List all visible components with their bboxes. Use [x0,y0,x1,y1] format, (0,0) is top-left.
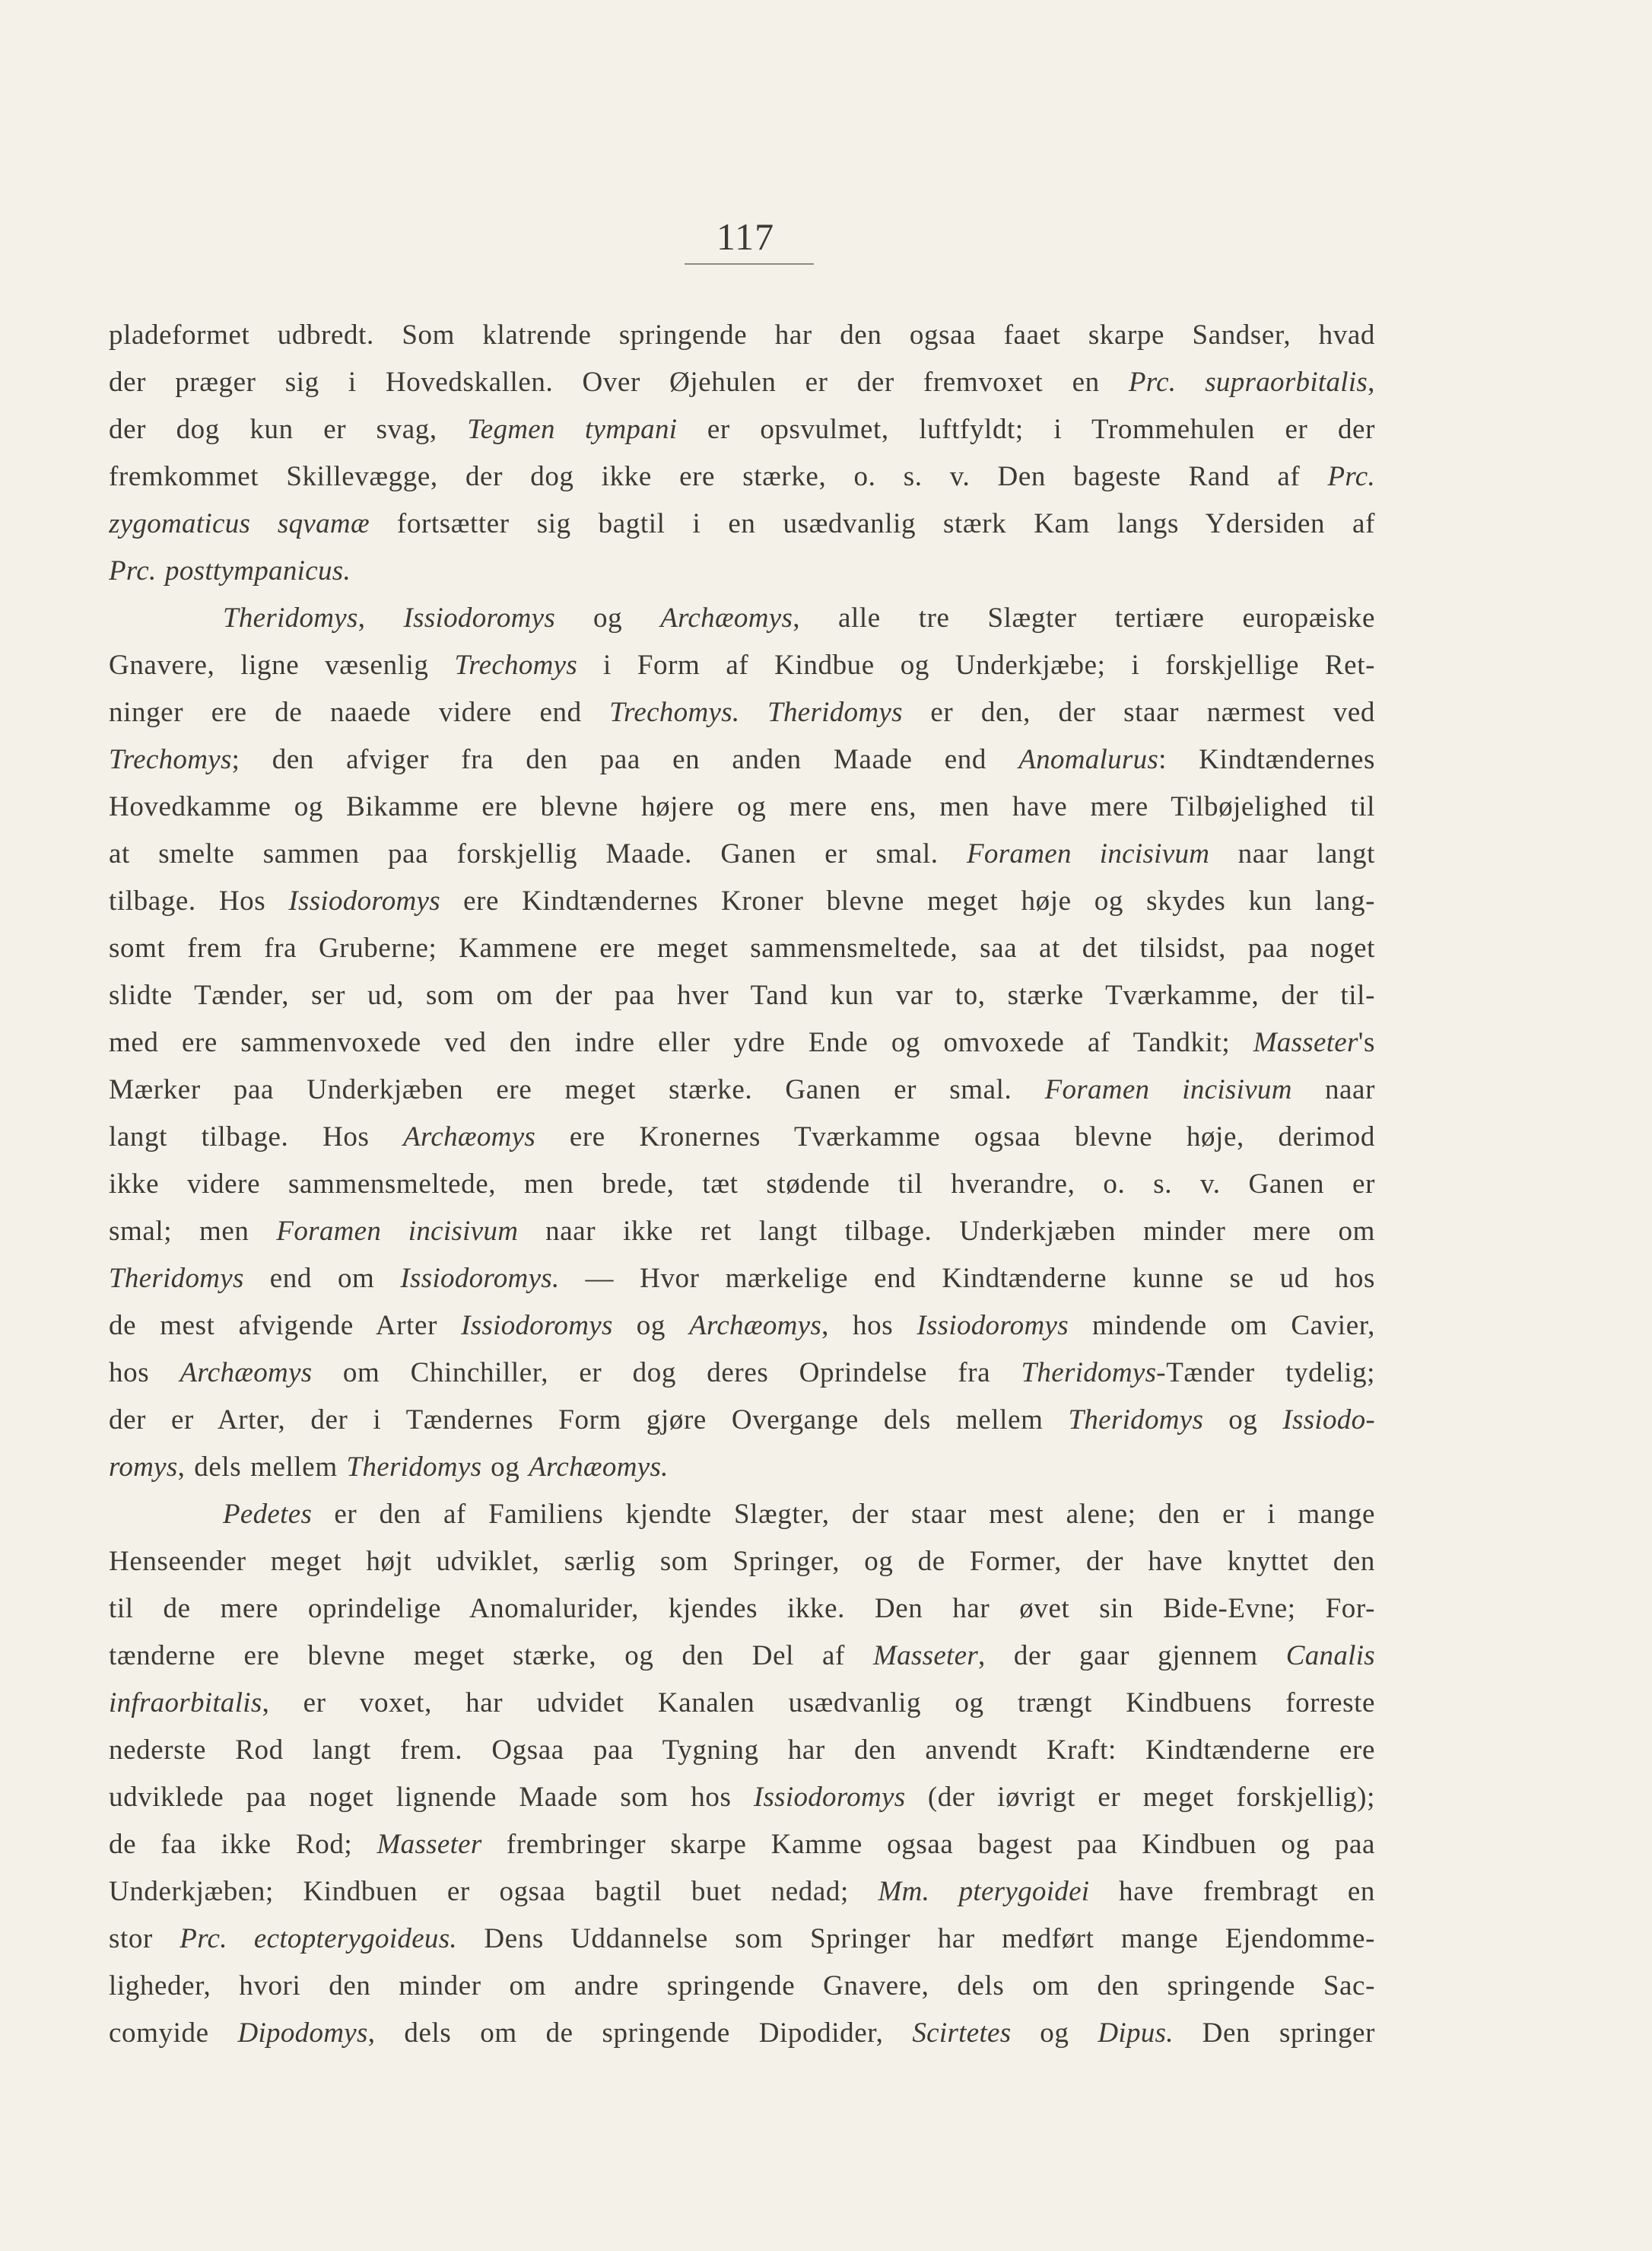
text-run: der præger sig i Hovedskallen. Over Øjehulen er der fremvoxet en [109,367,1129,398]
italic-term: Masseter [1253,1027,1358,1058]
text-run: naar [1291,1074,1375,1105]
italic-term: Trechomys [454,650,578,681]
text-run: end om [243,1263,401,1294]
text-run: Gnavere, ligne væsenlig [109,650,455,681]
text-line [109,1114,1375,1161]
text-line [109,1774,1375,1821]
text-line [109,972,1375,1019]
text-run: somt frem fra Gruberne; Kammene ere meget sammensmeltede, saa at det tilsidst, paa noget [109,933,1375,964]
text-line [109,831,1375,878]
text-line [109,595,1375,642]
text-run: , [357,602,404,634]
italic-term: Tegmen tympani [467,414,678,445]
text-run: nederste Rod langt frem. Ogsaa paa Tygning har den anvendt Kraft: Kindtænderne ere [109,1734,1375,1766]
text-run: i Form af Kindbue og Underkjæbe; i forskjellige Ret- [577,650,1375,681]
text-line [109,1255,1375,1302]
text-run: der er Arter, der i Tændernes Form gjøre Overgange dels mellem [109,1404,1069,1435]
text-line [109,1680,1375,1727]
text-run: pladeformet udbredt. Som klatrende springende har den ogsaa faaet skarpe Sandser, hvad [109,320,1375,351]
text-run: , der gaar gjennem [978,1640,1286,1671]
italic-term: Theridomys [1068,1404,1204,1435]
text-line [109,689,1375,736]
italic-term: Prc. posttympanicus. [109,555,351,587]
text-run: mindende om Cavier, [1068,1310,1375,1341]
text-line [109,1350,1375,1397]
text-run: er den af Familiens kjendte Slægter, der staar mest alene; den er i mange [312,1499,1375,1530]
text-run: frembringer skarpe Kamme ogsaa bagest paa Kindbuen og paa [481,1829,1375,1860]
text-run: ikke videre sammensmeltede, men brede, tæt stødende til hverandre, o. s. v. Ganen er [109,1168,1375,1200]
text-run: der dog kun er svag, [109,414,468,445]
text-run: til de mere oprindelige Anomalurider, kjendes ikke. Den har øvet sin Bide-Evne; For- [109,1593,1375,1624]
italic-term: Archæomys [179,1357,313,1388]
text-line [109,501,1375,548]
italic-term: Masseter [376,1829,482,1860]
text-run: smal; men [109,1216,277,1247]
italic-term: Issiodo- [1282,1404,1375,1435]
italic-term: Theridomys [1021,1357,1157,1388]
text-run: hos [109,1357,180,1388]
italic-term: Prc. ectopterygoideus. [179,1923,457,1954]
page-number: 117 [716,215,775,258]
text-line [109,1821,1375,1868]
text-run: have frembragt en [1089,1876,1375,1907]
text-run: er den, der staar nærmest ved [902,697,1375,728]
italic-term: Scirtetes [912,2017,1012,2049]
text-line [109,1302,1375,1350]
text-run: slidte Tænder, ser ud, som om der paa hver Tand kun var to, stærke Tværkamme, der til- [109,980,1375,1011]
italic-term: Issiodoromys [288,885,440,917]
text-line [109,1727,1375,1774]
text-run: (der iøvrigt er meget forskjellig); [905,1782,1375,1813]
text-line [109,1397,1375,1444]
text-run: er opsvulmet, luftfyldt; i Trommehulen er der [677,414,1375,445]
text-line [109,1067,1375,1114]
text-run: , dels mellem [177,1451,347,1483]
italic-term: Mm. pterygoidei [878,1876,1090,1907]
text-run: , dels om de springende Dipodider, [367,2017,913,2049]
italic-term: Pedetes [223,1499,313,1530]
italic-term: Issiodoromys [461,1310,613,1341]
text-run: , hos [821,1310,917,1341]
text-run: ere Kronernes Tværkamme ogsaa blevne høje, derimod [535,1121,1375,1153]
italic-term: Archæomys [403,1121,536,1153]
italic-term: Archæomys [660,602,793,634]
text-line [109,784,1375,831]
text-run: Hovedkamme og Bikamme ere blevne højere og mere ens, men have mere Tilbøjelighed til [109,791,1375,822]
text-run: ; den afviger fra den paa en anden Maade end [231,744,1019,775]
text-run: fremkommet Skillevægge, der dog ikke ere stærke, o. s. v. Den bageste Rand af [109,461,1328,492]
text-line [109,1161,1375,1208]
text-run: Mærker paa Underkjæben ere meget stærke. Ganen er smal. [109,1074,1045,1105]
italic-term: Foramen incisivum [1044,1074,1292,1105]
text-line [109,359,1375,406]
page-number-rule [685,263,814,265]
italic-term: Foramen incisivum [967,838,1210,870]
italic-term: Trechomys [109,744,232,775]
text-run: og [555,602,661,634]
text-line [109,1585,1375,1633]
text-run [739,697,767,728]
text-run: tænderne ere blevne meget stærke, og den Del af [109,1640,873,1671]
text-run: og [1011,2017,1098,2049]
italic-term: Canalis [1285,1640,1375,1671]
text-line [109,925,1375,972]
text-line [109,312,1375,359]
italic-term: zygomaticus sqvamæ [109,508,370,539]
text-run: ligheder, hvori den minder om andre springende Gnavere, dels om den springende Sac- [109,1970,1375,2001]
text-run: — Hvor mærkelige end Kindtænderne kunne se ud hos [559,1263,1375,1294]
text-line [109,1868,1375,1916]
text-line [109,406,1375,453]
italic-term: Archæomys [689,1310,822,1341]
text-line [109,1208,1375,1255]
text-line [109,1633,1375,1680]
italic-term: romys [109,1451,178,1483]
text-run: -Tænder tydelig; [1156,1357,1375,1388]
text-run: Dens Uddannelse som Springer har medført mange Ejendomme- [456,1923,1375,1954]
italic-term: Issiodoromys [917,1310,1069,1341]
text-run: stor [109,1923,180,1954]
text-run: om Chinchiller, er dog deres Oprindelse fra [312,1357,1021,1388]
italic-term: Dipus. [1098,2017,1174,2049]
text-line [109,642,1375,689]
text-run: ere Kindtændernes Kroner blevne meget høje og skydes kun lang- [440,885,1375,917]
text-line [109,1019,1375,1067]
text-run: de mest afvigende Arter [109,1310,462,1341]
italic-term: Prc. supraorbitalis [1128,367,1368,398]
body-text [109,312,1375,2057]
text-run: naar ikke ret langt tilbage. Underkjæben minder mere om [518,1216,1375,1247]
text-line [109,1538,1375,1585]
text-line [109,548,1375,595]
text-line [109,2010,1375,2057]
text-run: tilbage. Hos [109,885,289,917]
text-run: og [612,1310,690,1341]
text-line [109,1491,1375,1538]
italic-term: infraorbitalis [109,1687,262,1718]
italic-term: Anomalurus [1018,744,1159,775]
text-run: langt tilbage. Hos [109,1121,404,1153]
text-run: 's [1358,1027,1375,1058]
text-line [109,878,1375,925]
italic-term: Foramen incisivum [276,1216,519,1247]
italic-term: Dipodomys [237,2017,368,2049]
italic-term: Prc. [1327,461,1375,492]
text-run: , [1368,367,1375,398]
text-run: Henseender meget højt udviklet, særlig som Springer, og de Former, der have knyttet den [109,1546,1375,1577]
italic-term: Issiodoromys. [400,1263,560,1294]
italic-term: Theridomys [223,602,358,634]
text-run: comyide [109,2017,238,2049]
text-run: udviklede paa noget lignende Maade som hos [109,1782,754,1813]
text-run: , er voxet, har udvidet Kanalen usædvanlig og trængt Kindbuens forreste [262,1687,1375,1718]
italic-term: Theridomys [109,1263,244,1294]
text-line [109,453,1375,501]
text-run: med ere sammenvoxede ved den indre eller ydre Ende og omvoxede af Tandkit; [109,1027,1253,1058]
italic-term: Issiodoromys [403,602,556,634]
italic-term: Issiodoromys [753,1782,906,1813]
text-run: de faa ikke Rod; [109,1829,377,1860]
text-run: fortsætter sig bagtil i en usædvanlig stærk Kam langs Ydersiden af [369,508,1375,539]
italic-term: Archæomys. [529,1451,669,1483]
text-run: , alle tre Slægter tertiære europæiske [793,602,1375,634]
italic-term: Theridomys [767,697,903,728]
text-run: og [481,1451,529,1483]
text-line [109,1444,1375,1491]
italic-term: Masseter [873,1640,979,1671]
text-line [109,736,1375,784]
text-run: Den springer [1173,2017,1375,2049]
text-run: og [1203,1404,1283,1435]
text-run: ninger ere de naaede videre end [109,697,610,728]
text-line [109,1916,1375,1963]
text-run: : Kindtændernes [1158,744,1375,775]
italic-term: Trechomys. [609,697,740,728]
text-run: at smelte sammen paa forskjellig Maade. Ganen er smal. [109,838,967,870]
text-run: Underkjæben; Kindbuen er ogsaa bagtil buet nedad; [109,1876,878,1907]
text-run: naar langt [1209,838,1375,870]
text-line [109,1963,1375,2010]
italic-term: Theridomys [346,1451,482,1483]
